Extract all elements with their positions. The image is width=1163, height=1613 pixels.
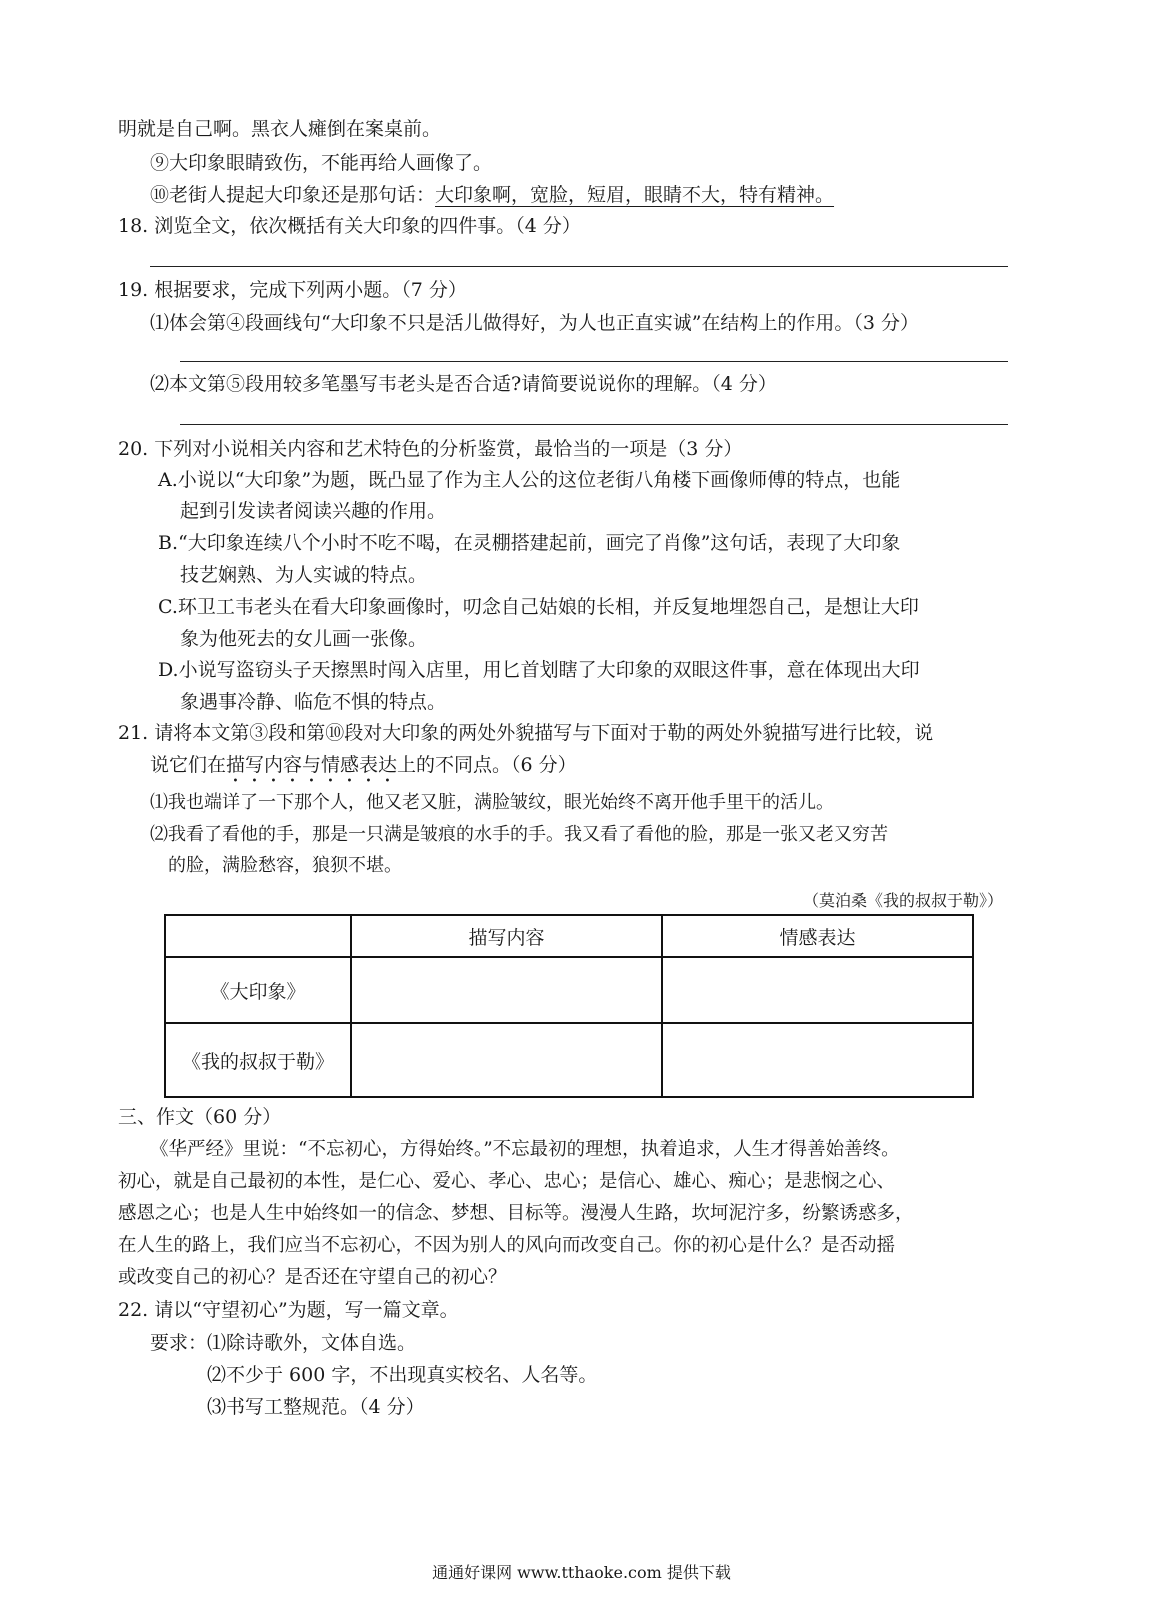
question-18: 18. 浏览全文，依次概括有关大印象的四件事。（4 分） — [118, 215, 581, 237]
q21-text-c: 上的不同点。（6 分） — [397, 754, 577, 776]
question-19-1: ⑴体会第④段画线句“大印象不只是活儿做得好，为人也正直实诚”在结构上的作用。（3 分） — [150, 312, 920, 334]
table-corner-cell — [165, 915, 351, 957]
option-b-line1: B.“大印象连续八个小时不吃不喝，在灵棚搭建起前，画完了肖像”这句话，表现了大印象 — [158, 532, 901, 554]
quote-2-line1: ⑵我看了看他的手，那是一只满是皱痕的水手的手。我又看了看他的脸，那是一张又老又穷苦 — [150, 824, 888, 845]
question-21-line1: 21. 请将本文第③段和第⑩段对大印象的两处外貌描写与下面对于勒的两处外貌描写进行比较，说 — [118, 722, 934, 744]
answer-line-18[interactable] — [150, 266, 1008, 267]
answer-table — [164, 914, 974, 1098]
option-a-line1: A.小说以“大印象”为题，既凸显了作为主人公的这位老街八角楼下画像师傅的特点，也能 — [158, 469, 901, 491]
answer-cell[interactable] — [662, 1023, 973, 1097]
answer-line-19-2[interactable] — [180, 424, 1008, 425]
answer-cell[interactable] — [662, 957, 973, 1023]
essay-prompt-line4: 在人生的路上，我们应当不忘初心，不因为别人的风向而改变自己。你的初心是什么？是否动摇 — [118, 1235, 896, 1256]
essay-prompt-line2: 初心，就是自己最初的本性，是仁心、爱心、孝心、忠心；是信心、雄心、痴心；是悲悯之心、 — [118, 1171, 896, 1192]
footer-download-note: 通通好课网 www.tthaoke.com 提供下载 — [432, 1563, 731, 1582]
header-emotion: 情感表达 — [662, 915, 973, 957]
essay-prompt-line1: 《华严经》里说：“不忘初心，方得始终。”不忘最初的理想，执着追求，人生才得善始善终。 — [150, 1139, 900, 1160]
option-c-line2: 象为他死去的女儿画一张像。 — [180, 628, 428, 650]
option-d-line1: D.小说写盗窃头子天擦黑时闯入店里，用匕首划瞎了大印象的双眼这件事，意在体现出大印 — [158, 659, 920, 681]
question-20: 20. 下列对小说相关内容和艺术特色的分析鉴赏，最恰当的一项是（3 分） — [118, 438, 743, 460]
emphasized-phrase: 描写内容与情感表达 — [226, 754, 398, 776]
question-19: 19. 根据要求，完成下列两小题。（7 分） — [118, 279, 467, 301]
passage-paragraph-9: ⑨大印象眼睛致伤，不能再给人画像了。 — [150, 152, 493, 174]
question-22: 22. 请以“守望初心”为题，写一篇文章。 — [118, 1299, 459, 1321]
option-d-line2: 象遇事冷静、临危不惧的特点。 — [180, 691, 447, 713]
question-19-2: ⑵本文第⑤段用较多笔墨写韦老头是否合适?请简要说说你的理解。（4 分） — [150, 373, 777, 395]
essay-prompt-line5: 或改变自己的初心？是否还在守望自己的初心？ — [118, 1267, 507, 1288]
quote-source: （莫泊桑《我的叔叔于勒》） — [802, 891, 1003, 910]
quote-1: ⑴我也端详了一下那个人，他又老又脏，满脸皱纹，眼光始终不离开他手里干的活儿。 — [150, 792, 834, 813]
option-a-line2: 起到引发读者阅读兴趣的作用。 — [180, 500, 447, 522]
quote-2-line2: 的脸，满脸愁容，狼狈不堪。 — [168, 855, 402, 876]
answer-line-19-1[interactable] — [180, 361, 1008, 362]
row-label-2: 《我的叔叔于勒》 — [165, 1023, 351, 1097]
question-21-line2 — [150, 752, 577, 787]
underlined-sentence: 大印象啊，宽脸，短眉，眼睛不大，特有精神。 — [435, 184, 835, 206]
option-c-line1: C.环卫工韦老头在看大印象画像时，叨念自己姑娘的长相，并反复地埋怨自己，是想让大印 — [158, 596, 919, 618]
passage-line: 明就是自己啊。黑衣人瘫倒在案桌前。 — [118, 118, 442, 140]
answer-cell[interactable] — [351, 957, 662, 1023]
option-b-line2: 技艺娴熟、为人实诚的特点。 — [180, 564, 428, 586]
passage-paragraph-10 — [150, 182, 834, 208]
essay-prompt-line3: 感恩之心；也是人生中始终如一的信念、梦想、目标等。漫漫人生路，坎坷泥泞多，纷繁诱惑多， — [118, 1203, 914, 1224]
answer-cell[interactable] — [351, 1023, 662, 1097]
requirement-2: ⑵不少于 600 字，不出现真实校名、人名等。 — [207, 1364, 598, 1386]
requirement-1: 要求：⑴除诗歌外，文体自选。 — [150, 1332, 417, 1354]
row-label-1: 《大印象》 — [165, 957, 351, 1023]
q21-text-a: 说它们在 — [150, 754, 227, 776]
header-content: 描写内容 — [351, 915, 662, 957]
section-3-title: 三、作文（60 分） — [118, 1106, 282, 1128]
paragraph-10-lead: ⑩老街人提起大印象还是那句话： — [150, 184, 436, 206]
requirement-3: ⑶书写工整规范。（4 分） — [207, 1396, 425, 1418]
